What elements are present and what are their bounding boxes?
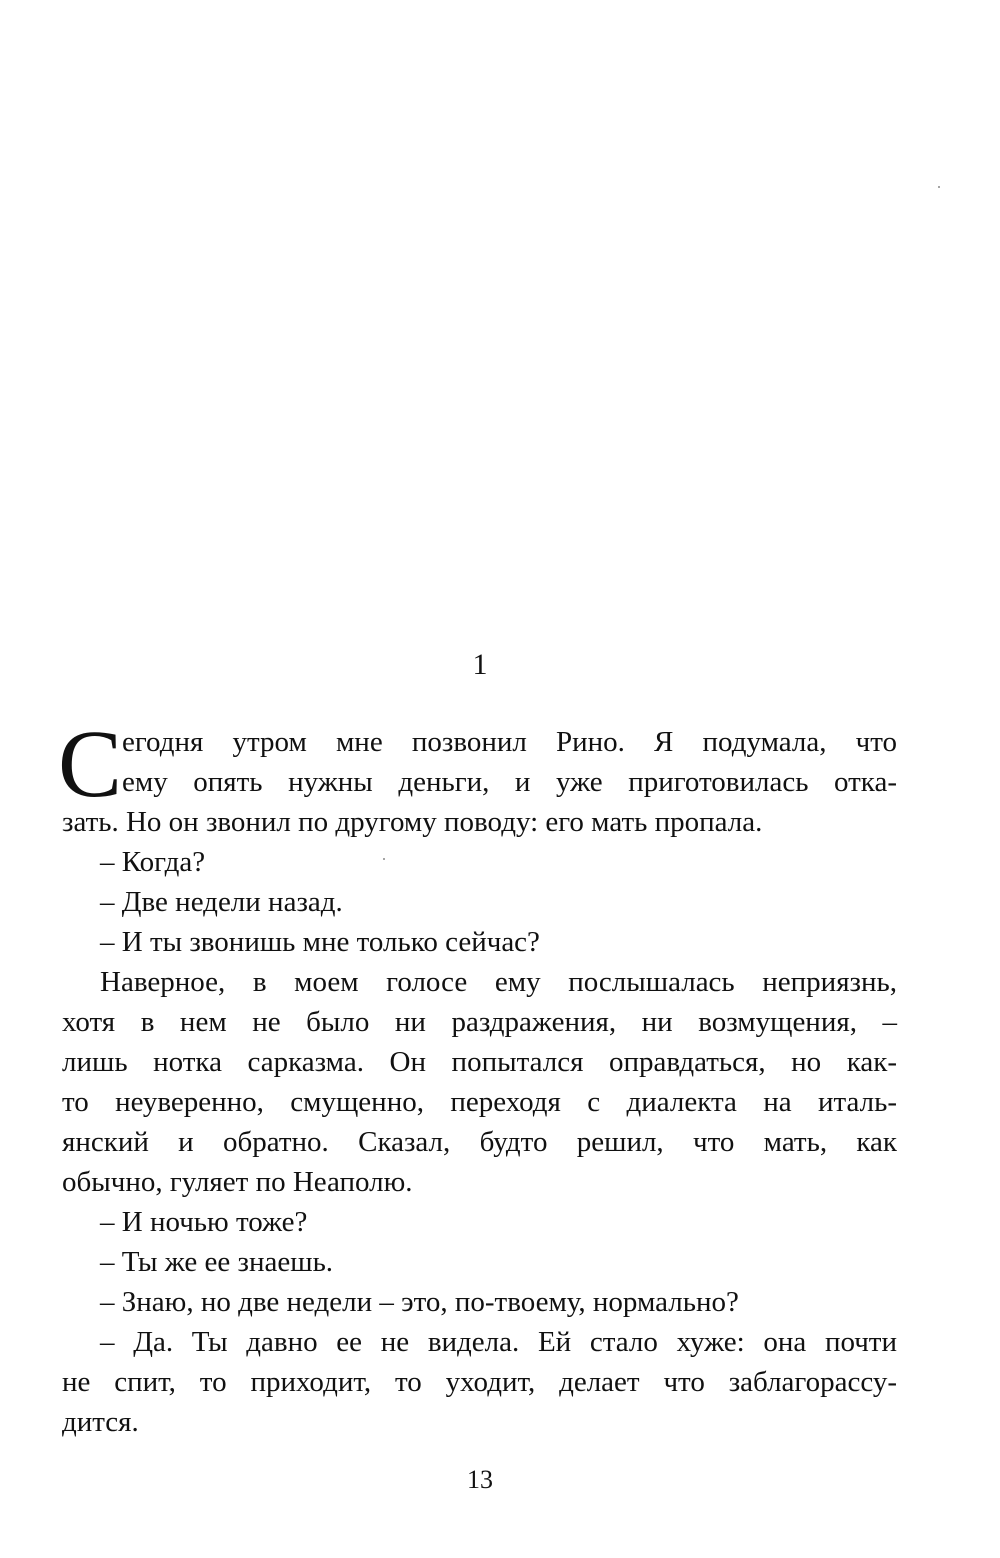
text-line: то неуверенно, смущенно, переходя с диалекта на италь- [62, 1086, 897, 1118]
dialogue-line: – Знаю, но две недели – это, по-твоему, нормально? [100, 1286, 739, 1318]
dialogue-line: – И ночью тоже? [100, 1206, 308, 1238]
drop-cap: С [58, 710, 123, 817]
dialogue-line: – Когда? [100, 846, 206, 878]
text-line: не спит, то приходит, то уходит, делает что заблагорассу- [62, 1366, 897, 1398]
text-line: егодня утром мне позвонил Рино. Я подумала, что [122, 726, 897, 758]
scan-speck [383, 858, 385, 860]
dialogue-line: – Две недели назад. [100, 886, 343, 918]
dialogue-line: – Да. Ты давно ее не видела. Ей стало хуже: она почти [100, 1326, 897, 1358]
text-line: хотя в нем не было ни раздражения, ни возмущения, – [62, 1006, 897, 1038]
scan-speck [938, 186, 940, 188]
text-line: ему опять нужны деньги, и уже приготовилась отка- [122, 766, 897, 798]
text-line: Наверное, в моем голосе ему послышалась неприязнь, [100, 966, 897, 998]
text-line: обычно, гуляет по Неаполю. [62, 1166, 413, 1198]
text-line: дится. [62, 1406, 139, 1438]
text-line: янский и обратно. Сказал, будто решил, что мать, как [62, 1126, 897, 1158]
dialogue-line: – И ты звонишь мне только сейчас? [100, 926, 540, 958]
text-line: лишь нотка сарказма. Он попытался оправдаться, но как- [62, 1046, 897, 1078]
page-number: 13 [467, 1465, 493, 1494]
chapter-number: 1 [472, 648, 488, 681]
first-paragraph [58, 710, 897, 817]
text-line: зать. Но он звонил по другому поводу: его мать пропала. [62, 806, 763, 838]
body-text [58, 710, 897, 1442]
dialogue-line: – Ты же ее знаешь. [100, 1246, 334, 1278]
